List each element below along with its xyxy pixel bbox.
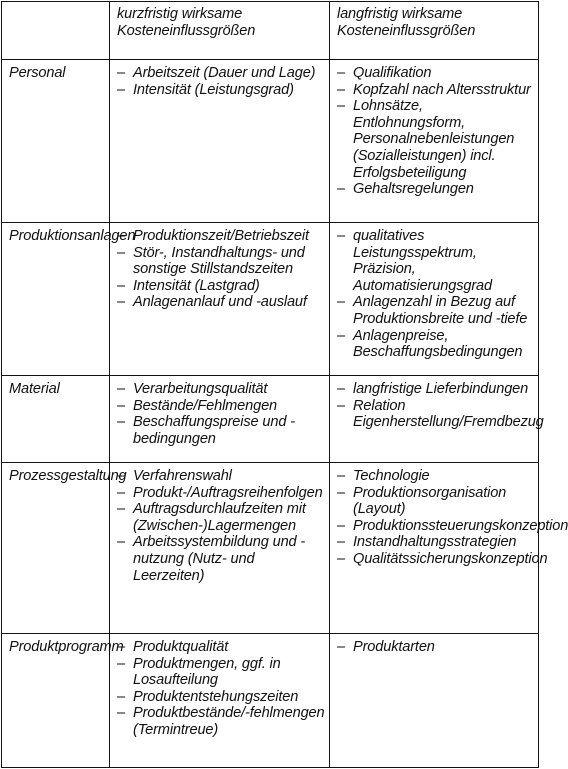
list-item: – Intensität (Lastgrad) (117, 278, 325, 295)
row-label-text: Material (9, 381, 60, 397)
list-item: – Produktionsorganisation (Layout) (337, 485, 534, 518)
list-item: – Anlagenzahl in Bezug auf Produktionsbreite und -tiefe (337, 294, 534, 327)
table-row (2, 60, 539, 223)
short-term-list (117, 381, 325, 447)
list-item: – Qualifikation (337, 65, 534, 82)
long-term-list (337, 468, 568, 568)
list-item: – Auftragsdurchlaufzeiten mit (Zwischen-)Lagermengen (117, 501, 325, 534)
list-item: – Instandhaltungsstrategien (337, 534, 534, 551)
row-label-text: Produktprogramm (9, 639, 124, 655)
table-row (2, 223, 539, 376)
cost-factors-table (1, 1, 568, 768)
list-item: – Produktentstehungszeiten (117, 689, 325, 706)
row-label-text: Prozessgestaltung (9, 468, 127, 484)
table-header-row (2, 2, 539, 60)
list-item: – Produktarten (337, 639, 534, 656)
row-label-text: Personal (9, 65, 66, 81)
long-term-list (337, 639, 534, 656)
list-item: – Produktionssteuerungskonzeption (337, 518, 534, 535)
short-term-list (117, 468, 325, 584)
short-term-list (117, 65, 325, 98)
list-item: – Intensität (Leistungsgrad) (117, 82, 325, 99)
table-row (2, 634, 539, 768)
row-label-material (2, 376, 110, 463)
short-term-list (117, 228, 325, 311)
list-item: – Anlagenanlauf und -auslauf (117, 294, 325, 311)
list-item: – Beschaffungspreise und -bedingungen (117, 414, 325, 447)
page (1, 1, 568, 767)
long-term-list (337, 228, 534, 361)
list-item: – Produktqualität (117, 639, 325, 656)
short-term-cell (110, 376, 330, 463)
list-item: – Qualitätssicherungskonzeption (337, 551, 534, 568)
short-term-cell (110, 60, 330, 223)
list-item: – Kopfzahl nach Altersstruktur (337, 82, 534, 99)
list-item: – Gehaltsregelungen (337, 181, 534, 198)
list-item: – Produktmengen, ggf. in Losaufteilung (117, 656, 325, 689)
long-term-list (337, 65, 534, 198)
long-term-cell (330, 223, 539, 376)
list-item: – Relation Eigenherstellung/Fremdbezug (337, 398, 534, 431)
list-item: – qualitatives Leistungsspektrum, Präzision, Automatisierungsgrad (337, 228, 534, 294)
list-item: – Arbeitszeit (Dauer und Lage) (117, 65, 325, 82)
table-row (2, 463, 539, 634)
list-item: – Produktionszeit/Betriebszeit (117, 228, 325, 245)
table-row (2, 376, 539, 463)
row-label-personal (2, 60, 110, 223)
long-term-list (337, 381, 544, 431)
list-item: – Bestände/Fehlmengen (117, 398, 325, 415)
short-term-cell (110, 223, 330, 376)
header-short-term: kurzfristig wirksame Kosteneinflussgrößen (110, 2, 330, 60)
short-term-cell (110, 634, 330, 768)
list-item: – Stör-, Instandhaltungs- und sonstige Stillstandszeiten (117, 245, 325, 278)
list-item: – Lohnsätze, Entlohnungsform, Personalnebenleistungen (Sozialleistungen) incl. Erfolgsbeteiligung (337, 98, 534, 181)
list-item: – Arbeitssystembildung und -nutzung (Nutz- und Leerzeiten) (117, 534, 325, 584)
short-term-cell (110, 463, 330, 634)
long-term-cell (330, 60, 539, 223)
list-item: – langfristige Lieferbindungen (337, 381, 534, 398)
row-label-prozessgestaltung (2, 463, 127, 634)
short-term-list (117, 639, 325, 739)
row-label-produktprogramm (2, 634, 124, 768)
list-item: – Produkt-/Auftragsreihenfolgen (117, 485, 325, 502)
header-long-term: langfristig wirksame Kosteneinflussgrößen (330, 2, 539, 60)
list-item: – Produktbestände/-fehlmengen (Termintreue) (117, 705, 325, 738)
long-term-cell (330, 376, 544, 463)
row-label-produktionsanlagen (2, 223, 136, 376)
list-item: – Anlagenpreise, Beschaffungsbedingungen (337, 328, 534, 361)
long-term-cell (330, 634, 539, 768)
list-item: – Verarbeitungsqualität (117, 381, 325, 398)
long-term-cell (330, 463, 568, 634)
list-item: – Technologie (337, 468, 534, 485)
row-label-text: Produktionsanlagen (9, 228, 136, 244)
header-corner-cell (2, 2, 110, 60)
list-item: – Verfahrenswahl (117, 468, 325, 485)
